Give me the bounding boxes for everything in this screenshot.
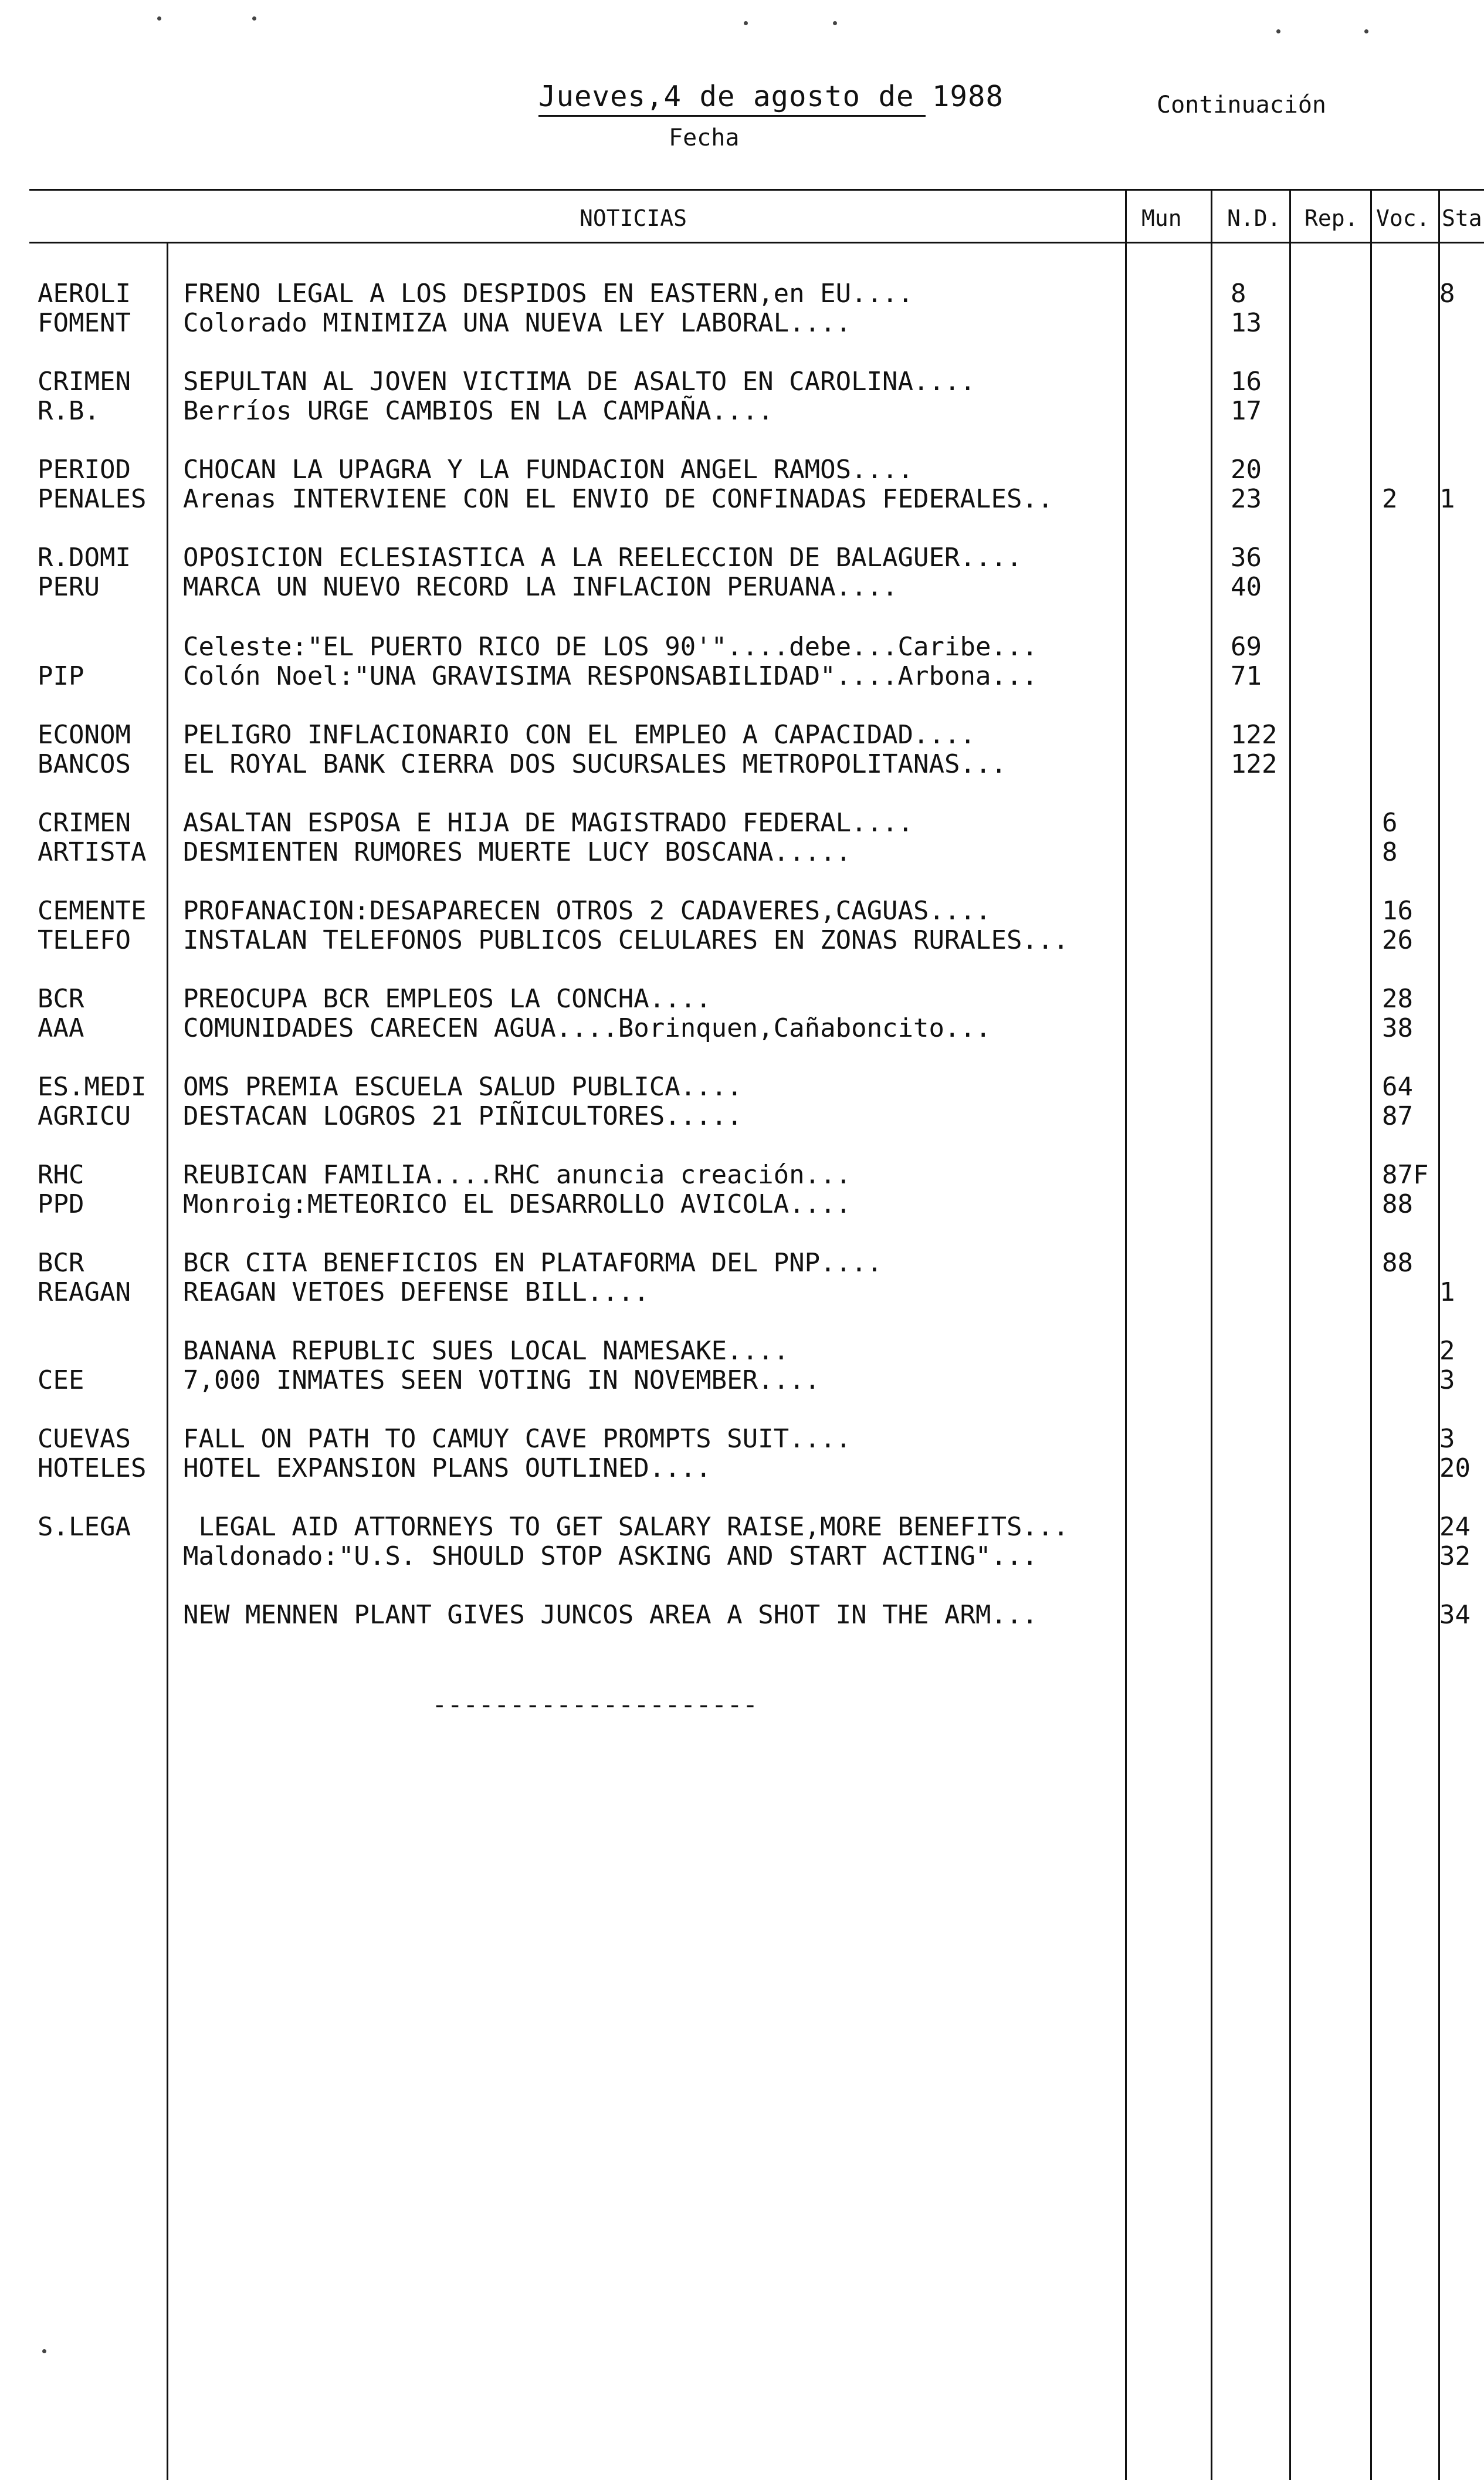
row-headline: NEW MENNEN PLANT GIVES JUNCOS AREA A SHOT IN THE ARM... — [183, 1600, 1038, 1630]
header-date-label: Fecha — [669, 124, 740, 151]
row-category: R.B. — [38, 396, 100, 426]
row-nd-page: 40 — [1231, 572, 1262, 602]
header-continuation: Continuación — [1157, 92, 1326, 119]
row-voc-page: 38 — [1382, 1013, 1413, 1043]
scan-mark — [833, 21, 837, 25]
row-headline: Monroig:METEORICO EL DESARROLLO AVICOLA.... — [183, 1189, 852, 1219]
row-sta-page: 2 — [1439, 1336, 1455, 1366]
row-voc-page: 8 — [1382, 837, 1398, 867]
sta-column-divider — [1438, 189, 1440, 2480]
row-category: ES.MEDI — [38, 1072, 147, 1102]
row-headline: OMS PREMIA ESCUELA SALUD PUBLICA.... — [183, 1072, 743, 1102]
row-sta-page: 3 — [1439, 1424, 1455, 1454]
row-voc-page: 88 — [1382, 1248, 1413, 1278]
row-headline: Colorado MINIMIZA UNA NUEVA LEY LABORAL.... — [183, 308, 852, 338]
row-headline: Arenas INTERVIENE CON EL ENVIO DE CONFINADAS FEDERALES.. — [183, 484, 1053, 514]
row-headline: BCR CITA BENEFICIOS EN PLATAFORMA DEL PNP.... — [183, 1248, 883, 1278]
voc-column-divider — [1370, 189, 1372, 2480]
row-category: FOMENT — [38, 308, 131, 338]
table-top-rule — [29, 189, 1484, 191]
row-headline: REAGAN VETOES DEFENSE BILL.... — [183, 1277, 649, 1307]
row-category: AGRICU — [38, 1101, 131, 1131]
row-headline: COMUNIDADES CARECEN AGUA....Borinquen,Cañaboncito... — [183, 1013, 991, 1043]
row-headline: DESTACAN LOGROS 21 PIÑICULTORES..... — [183, 1101, 743, 1131]
row-category: ECONOM — [38, 720, 131, 750]
row-nd-page: 36 — [1231, 543, 1262, 573]
row-category: AAA — [38, 1013, 84, 1043]
row-voc-page: 16 — [1382, 896, 1413, 926]
end-separator: --------------------- — [432, 1690, 758, 1720]
row-nd-page: 8 — [1231, 279, 1246, 309]
row-nd-page: 69 — [1231, 632, 1262, 662]
row-headline: Maldonado:"U.S. SHOULD STOP ASKING AND START ACTING"... — [183, 1541, 1038, 1571]
row-category: REAGAN — [38, 1277, 131, 1307]
row-nd-page: 71 — [1231, 661, 1262, 691]
row-category: PIP — [38, 661, 84, 691]
row-category: BANCOS — [38, 749, 131, 779]
row-nd-page: 23 — [1231, 484, 1262, 514]
row-sta-page: 32 — [1439, 1541, 1471, 1571]
row-nd-page: 17 — [1231, 396, 1262, 426]
row-category: HOTELES — [38, 1453, 147, 1483]
row-category: CRIMEN — [38, 808, 131, 838]
scan-mark — [1364, 29, 1368, 33]
row-category: RHC — [38, 1160, 84, 1190]
row-headline: DESMIENTEN RUMORES MUERTE LUCY BOSCANA..... — [183, 837, 852, 867]
row-category: AEROLI — [38, 279, 131, 309]
row-headline: BANANA REPUBLIC SUES LOCAL NAMESAKE.... — [183, 1336, 790, 1366]
column-header-nd: N.D. — [1227, 205, 1281, 231]
row-headline: Colón Noel:"UNA GRAVISIMA RESPONSABILIDAD"....Arbona... — [183, 661, 1038, 691]
header-date: Jueves,4 de agosto de 1988 — [538, 80, 1004, 113]
row-headline: PELIGRO INFLACIONARIO CON EL EMPLEO A CAPACIDAD.... — [183, 720, 976, 750]
row-headline: CHOCAN LA UPAGRA Y LA FUNDACION ANGEL RAMOS.... — [183, 455, 914, 485]
row-sta-page: 20 — [1439, 1453, 1471, 1483]
nd-column-divider — [1211, 189, 1212, 2480]
row-headline: MARCA UN NUEVO RECORD LA INFLACION PERUANA.... — [183, 572, 898, 602]
row-category: ARTISTA — [38, 837, 147, 867]
row-category: BCR — [38, 1248, 84, 1278]
row-category: CEMENTE — [38, 896, 147, 926]
scan-mark — [1276, 29, 1280, 33]
category-column-divider — [167, 242, 168, 2480]
row-voc-page: 87F — [1382, 1160, 1429, 1190]
row-category: PENALES — [38, 484, 147, 514]
row-headline: REUBICAN FAMILIA....RHC anuncia creación... — [183, 1160, 852, 1190]
row-nd-page: 16 — [1231, 367, 1262, 397]
column-header-voc: Voc. — [1376, 205, 1430, 231]
mun-column-divider — [1125, 189, 1127, 2480]
column-header-noticias: NOTICIAS — [580, 205, 687, 231]
row-nd-page: 13 — [1231, 308, 1262, 338]
row-voc-page: 2 — [1382, 484, 1398, 514]
row-category: BCR — [38, 984, 84, 1014]
column-header-mun: Mun — [1141, 205, 1182, 231]
row-category: TELEFO — [38, 925, 131, 955]
row-sta-page: 24 — [1439, 1512, 1471, 1542]
row-headline: HOTEL EXPANSION PLANS OUTLINED.... — [183, 1453, 711, 1483]
row-nd-page: 122 — [1231, 749, 1278, 779]
row-nd-page: 122 — [1231, 720, 1278, 750]
row-voc-page: 64 — [1382, 1072, 1413, 1102]
row-nd-page: 20 — [1231, 455, 1262, 485]
row-category: CRIMEN — [38, 367, 131, 397]
scan-mark — [252, 16, 256, 21]
row-sta-page: 3 — [1439, 1365, 1455, 1395]
row-headline: OPOSICION ECLESIASTICA A LA REELECCION DE BALAGUER.... — [183, 543, 1022, 573]
row-headline: ASALTAN ESPOSA E HIJA DE MAGISTRADO FEDERAL.... — [183, 808, 914, 838]
scan-mark — [157, 16, 161, 21]
rep-column-divider — [1289, 189, 1291, 2480]
row-headline: INSTALAN TELEFONOS PUBLICOS CELULARES EN ZONAS RURALES... — [183, 925, 1069, 955]
row-category: PERIOD — [38, 455, 131, 485]
row-headline: FRENO LEGAL A LOS DESPIDOS EN EASTERN,en EU.... — [183, 279, 914, 309]
row-voc-page: 26 — [1382, 925, 1413, 955]
row-sta-page: 34 — [1439, 1600, 1471, 1630]
scan-mark — [744, 21, 748, 25]
row-category: PPD — [38, 1189, 84, 1219]
row-headline: Berríos URGE CAMBIOS EN LA CAMPAÑA.... — [183, 396, 774, 426]
row-headline: 7,000 INMATES SEEN VOTING IN NOVEMBER.... — [183, 1365, 821, 1395]
scan-mark — [42, 2349, 46, 2353]
row-headline: LEGAL AID ATTORNEYS TO GET SALARY RAISE,MORE BENEFITS... — [183, 1512, 1069, 1542]
row-sta-page: 1 — [1439, 1277, 1455, 1307]
column-header-sta: Sta — [1442, 205, 1482, 231]
row-category: PERU — [38, 572, 100, 602]
row-sta-page: 8 — [1439, 279, 1455, 309]
row-voc-page: 88 — [1382, 1189, 1413, 1219]
table-header-rule — [29, 242, 1484, 243]
row-headline: EL ROYAL BANK CIERRA DOS SUCURSALES METROPOLITANAS... — [183, 749, 1007, 779]
column-header-rep: Rep. — [1305, 205, 1358, 231]
row-headline: FALL ON PATH TO CAMUY CAVE PROMPTS SUIT.... — [183, 1424, 852, 1454]
row-sta-page: 1 — [1439, 484, 1455, 514]
row-category: CEE — [38, 1365, 84, 1395]
row-category: R.DOMI — [38, 543, 131, 573]
row-voc-page: 6 — [1382, 808, 1398, 838]
header-date-underline — [538, 115, 926, 117]
row-headline: PROFANACION:DESAPARECEN OTROS 2 CADAVERES,CAGUAS.... — [183, 896, 991, 926]
row-headline: SEPULTAN AL JOVEN VICTIMA DE ASALTO EN CAROLINA.... — [183, 367, 976, 397]
row-category: CUEVAS — [38, 1424, 131, 1454]
row-headline: Celeste:"EL PUERTO RICO DE LOS 90'"....debe...Caribe... — [183, 632, 1038, 662]
row-voc-page: 28 — [1382, 984, 1413, 1014]
row-headline: PREOCUPA BCR EMPLEOS LA CONCHA.... — [183, 984, 711, 1014]
row-voc-page: 87 — [1382, 1101, 1413, 1131]
row-category: S.LEGA — [38, 1512, 131, 1542]
